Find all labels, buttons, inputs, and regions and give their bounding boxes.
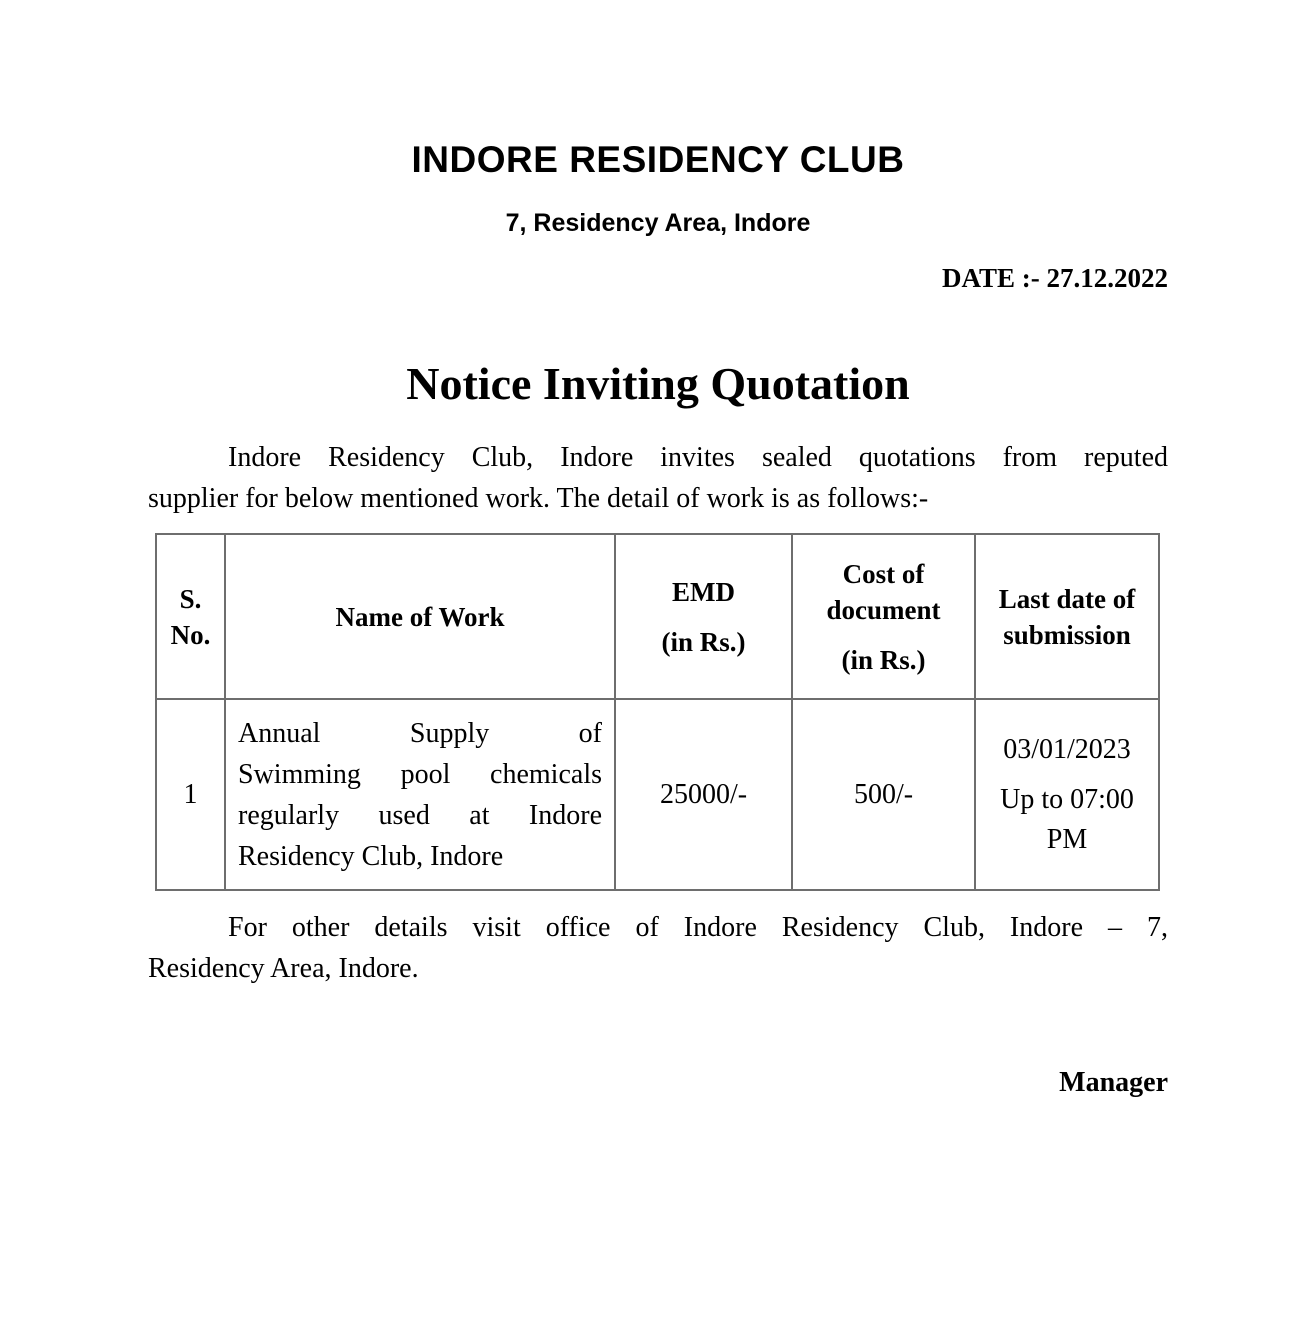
work-description-line-1: Annual Supply of xyxy=(238,717,602,749)
club-address: 7, Residency Area, Indore xyxy=(505,209,811,238)
notice-document-page xyxy=(0,138,1314,1332)
header-cell-sno xyxy=(156,534,225,699)
table-header-row xyxy=(156,534,1159,699)
header-emd-unit: (in Rs.) xyxy=(661,626,746,657)
quotation-table xyxy=(155,533,1160,891)
header-sno-label: S. No. xyxy=(170,583,211,650)
date-line: DATE :- 27.12.2022 xyxy=(942,263,1168,294)
row-cell-cost: 500/- xyxy=(792,699,975,890)
header-lastdate-label: Last date of submission xyxy=(998,583,1136,650)
notice-title: Notice Inviting Quotation xyxy=(406,358,910,410)
intro-paragraph-line-1: Indore Residency Club, Indore invites sealed quotations from reputed xyxy=(228,442,1168,474)
work-description-line-2: Swimming pool chemicals xyxy=(238,758,602,790)
closing-paragraph xyxy=(148,907,1168,989)
row-cell-lastdate xyxy=(975,699,1159,890)
header-cell-lastdate xyxy=(975,534,1159,699)
header-cost-label: Cost of document xyxy=(826,558,941,625)
lastdate-date: 03/01/2023 xyxy=(1003,733,1131,765)
row-cell-sno: 1 xyxy=(156,699,225,890)
intro-paragraph-line-2: supplier for below mentioned work. The detail of work is as follows:- xyxy=(148,483,929,515)
club-name-title: INDORE RESIDENCY CLUB xyxy=(411,139,905,180)
work-description-line-3: regularly used at Indore xyxy=(238,799,602,831)
header-emd-label: EMD xyxy=(672,576,735,607)
table-row xyxy=(156,699,1159,890)
signature-manager: Manager xyxy=(1059,1067,1168,1099)
row-cell-work xyxy=(225,699,615,890)
closing-paragraph-line-1: For other details visit office of Indore Residency Club, Indore – 7, xyxy=(228,912,1168,944)
row-cell-emd: 25000/- xyxy=(615,699,792,890)
header-cell-cost xyxy=(792,534,975,699)
header-cell-work xyxy=(225,534,615,699)
work-description-line-4: Residency Club, Indore xyxy=(238,840,504,872)
closing-paragraph-line-2: Residency Area, Indore. xyxy=(148,953,419,985)
intro-paragraph xyxy=(148,437,1168,519)
lastdate-time: Up to 07:00 PM xyxy=(1000,783,1134,855)
header-cell-emd xyxy=(615,534,792,699)
header-cost-unit: (in Rs.) xyxy=(841,644,926,675)
header-work-label: Name of Work xyxy=(335,601,505,632)
